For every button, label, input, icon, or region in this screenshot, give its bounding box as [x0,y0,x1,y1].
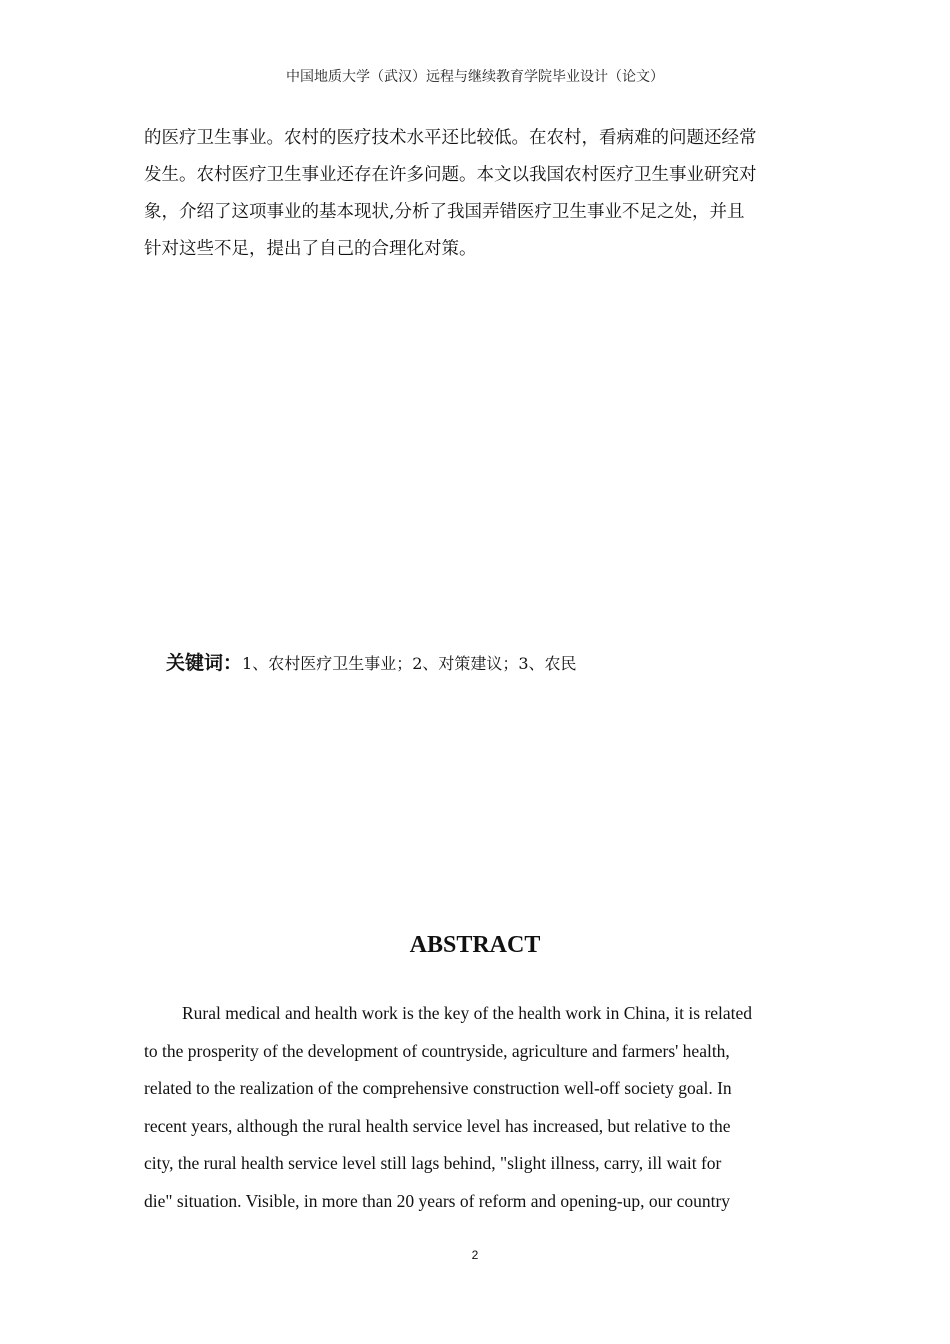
keywords-text: 1、农村医疗卫生事业；2、对策建议；3、农民 [242,654,577,673]
keywords-label: 关键词： [166,652,243,674]
english-abstract-line: city, the rural health service level still lags behind, "slight illness, carry, ill wait for [144,1153,722,1174]
chinese-abstract-line: 针对这些不足，提出了自己的合理化对策。 [144,239,477,259]
keywords-line [166,648,577,675]
english-abstract-line: to the prosperity of the development of countryside, agriculture and farmers' health, [144,1040,730,1061]
page-header: 中国地质大学（武汉）远程与继续教育学院毕业设计（论文） [286,69,664,85]
english-abstract-body [144,995,814,1221]
chinese-abstract-line: 象，介绍了这项事业的基本现状,分析了我国弄错医疗卫生事业不足之处，并且 [144,202,745,222]
chinese-abstract-body [144,120,814,268]
abstract-heading: ABSTRACT [409,932,541,958]
english-abstract-line: related to the realization of the comprehensive construction well-off society goal. In [144,1078,732,1099]
english-abstract-line: recent years, although the rural health service level has increased, but relative to the [144,1115,731,1136]
english-abstract-line: Rural medical and health work is the key of the health work in China, it is related [182,1003,753,1023]
chinese-abstract-paragraph [144,120,814,268]
chinese-abstract-line: 的医疗卫生事业。农村的医疗技术水平还比较低。在农村，看病难的问题还经常 [144,128,757,148]
english-abstract-line: die" situation. Visible, in more than 20 years of reform and opening-up, our country [144,1190,731,1211]
page-number: 2 [471,1248,479,1262]
chinese-abstract-line: 发生。农村医疗卫生事业还存在许多问题。本文以我国农村医疗卫生事业研究对 [144,165,757,185]
